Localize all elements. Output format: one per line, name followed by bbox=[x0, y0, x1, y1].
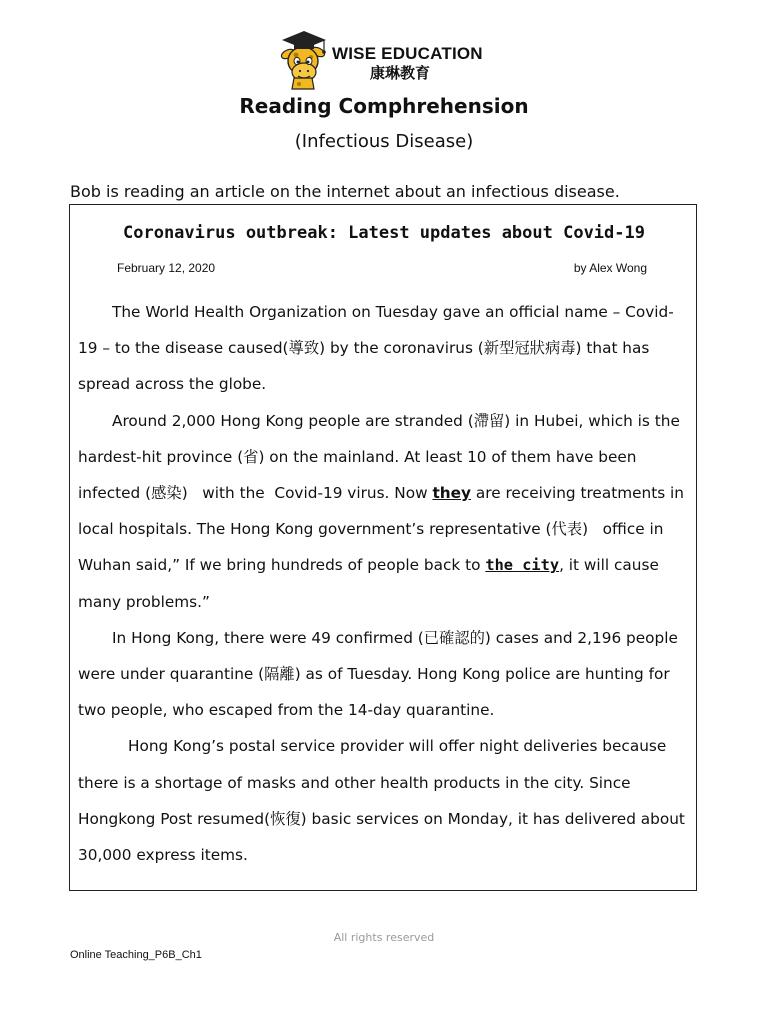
article-paragraph-3: In Hong Kong, there were 49 confirmed (已確認的) cases and 2,196 people were under quarantine (隔離) as of Tuesday. Hong Kong police are hunting for two people, who escaped from the 14-day quarantine. bbox=[78, 628, 678, 720]
brand-logo bbox=[274, 28, 504, 90]
article-box bbox=[69, 204, 697, 891]
article-body bbox=[78, 294, 690, 873]
paragraph-2-text-c: , it will cause many problems.” bbox=[78, 556, 659, 611]
paragraph-2-text-b: are receiving treatments in local hospitals. The Hong Kong government’s representative (代表) office in Wuhan said,” If we bring hundreds of people back to bbox=[78, 484, 684, 575]
logo-wordmark-en: WISE EDUCATION bbox=[332, 44, 483, 63]
article-author: by Alex Wong bbox=[573, 261, 647, 275]
article-paragraph-2 bbox=[78, 403, 690, 620]
article-paragraph-1: The World Health Organization on Tuesday gave an official name – Covid-19 – to the disease caused(導致) by the coronavirus (新型冠狀病毒) that has spread across the globe. bbox=[78, 303, 674, 394]
logo-wordmark-zh: 康琳教育 bbox=[370, 64, 431, 82]
article-date: February 12, 2020 bbox=[117, 261, 216, 275]
page-subtitle: (Infectious Disease) bbox=[294, 131, 474, 152]
intro-sentence: Bob is reading an article on the internet about an infectious disease. bbox=[70, 182, 620, 201]
page-title: Reading Comphrehension bbox=[239, 94, 529, 118]
giraffe-mascot-icon bbox=[274, 28, 330, 90]
underlined-word-the-city: the city bbox=[485, 556, 560, 575]
rights-notice: All rights reserved bbox=[333, 931, 435, 944]
underlined-word-they: they bbox=[432, 484, 472, 503]
article-paragraph-4: Hong Kong’s postal service provider will offer night deliveries because there is a shortage of masks and other health products in the city. Since Hongkong Post resumed(恢復) basic services on Monday, it has delivered about 30,000 express items. bbox=[78, 737, 685, 865]
footer-course-code: Online Teaching_P6B_Ch1 bbox=[70, 949, 202, 961]
paragraph-2-text-a: Around 2,000 Hong Kong people are stranded (滯留) in Hubei, which is the hardest-hit province (省) on the mainland. At least 10 of them have been infected (感染) with the Covid-19 virus. Now bbox=[78, 411, 680, 503]
article-headline: Coronavirus outbreak: Latest updates about Covid-19 bbox=[123, 223, 645, 243]
